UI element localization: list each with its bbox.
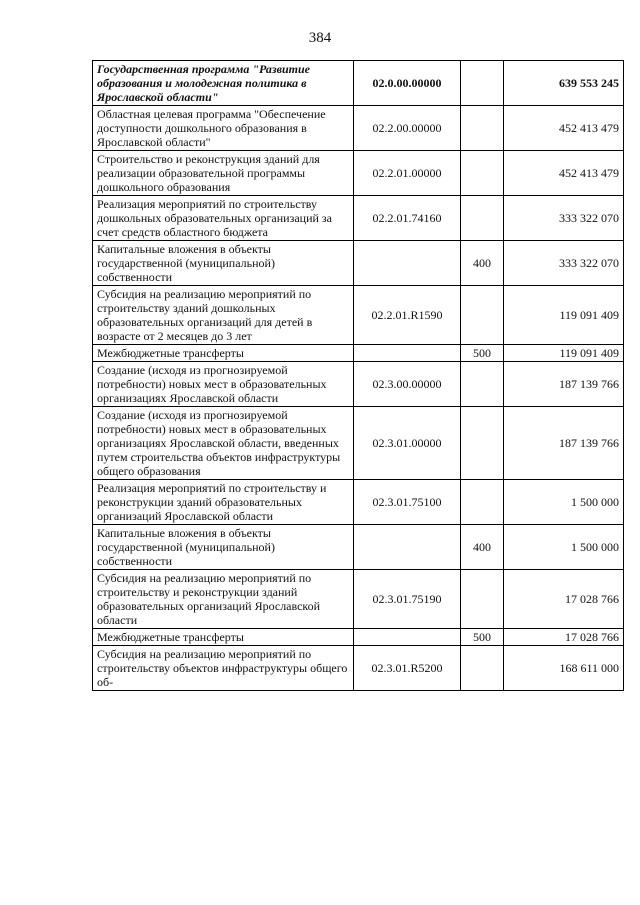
row-type-cell: 500: [461, 345, 504, 362]
row-amount-cell: 452 413 479: [504, 106, 624, 151]
row-amount-cell: 168 611 000: [504, 646, 624, 691]
row-type-cell: [461, 286, 504, 345]
table-row: [93, 241, 624, 286]
row-type-cell: [461, 151, 504, 196]
page-number: 384: [308, 30, 332, 46]
row-code-cell: 02.2.01.00000: [354, 151, 461, 196]
row-type-cell: [461, 196, 504, 241]
row-name-cell: Субсидия на реализацию мероприятий по строительству объектов инфраструктуры общего об-: [93, 646, 354, 691]
row-name-cell: Реализация мероприятий по строительству дошкольных образовательных организаций за счет средств областного бюджета: [93, 196, 354, 241]
table-row: [93, 525, 624, 570]
row-code-cell: 02.3.01.75190: [354, 570, 461, 629]
row-amount-cell: 187 139 766: [504, 407, 624, 480]
row-amount-cell: 452 413 479: [504, 151, 624, 196]
row-type-cell: 500: [461, 629, 504, 646]
row-code-cell: 02.3.01.00000: [354, 407, 461, 480]
row-name-cell: Областная целевая программа "Обеспечение доступности дошкольного образования в Ярославской области": [93, 106, 354, 151]
table-row: [93, 106, 624, 151]
row-code-cell: 02.0.00.00000: [354, 61, 461, 106]
row-type-cell: [461, 570, 504, 629]
table-row: [93, 407, 624, 480]
row-name-cell: Субсидия на реализацию мероприятий по строительству зданий дошкольных образовательных организаций для детей в возрасте от 2 месяцев до 3 лет: [93, 286, 354, 345]
row-type-cell: [461, 362, 504, 407]
row-amount-cell: 17 028 766: [504, 570, 624, 629]
table-row: [93, 196, 624, 241]
row-code-cell: 02.3.01.R5200: [354, 646, 461, 691]
budget-table: [92, 60, 624, 691]
row-amount-cell: 17 028 766: [504, 629, 624, 646]
row-amount-cell: 119 091 409: [504, 345, 624, 362]
row-type-cell: 400: [461, 525, 504, 570]
row-amount-cell: 1 500 000: [504, 480, 624, 525]
row-code-cell: [354, 345, 461, 362]
row-name-cell: Создание (исходя из прогнозируемой потребности) новых мест в образовательных организациях Ярославской области: [93, 362, 354, 407]
row-code-cell: 02.2.01.74160: [354, 196, 461, 241]
row-name-cell: Государственная программа "Развитие образования и молодежная политика в Ярославской области": [93, 61, 354, 106]
row-type-cell: [461, 480, 504, 525]
row-code-cell: 02.3.01.75100: [354, 480, 461, 525]
row-type-cell: [461, 61, 504, 106]
table-row: [93, 570, 624, 629]
table-row: [93, 629, 624, 646]
row-name-cell: Межбюджетные трансферты: [93, 629, 354, 646]
table-row: [93, 151, 624, 196]
table-row: [93, 646, 624, 691]
row-type-cell: 400: [461, 241, 504, 286]
row-amount-cell: 1 500 000: [504, 525, 624, 570]
table-row: [93, 61, 624, 106]
row-name-cell: Межбюджетные трансферты: [93, 345, 354, 362]
row-name-cell: Строительство и реконструкция зданий для реализации образовательной программы дошкольного образования: [93, 151, 354, 196]
row-amount-cell: 333 322 070: [504, 241, 624, 286]
table-row: [93, 286, 624, 345]
table-row: [93, 345, 624, 362]
row-code-cell: 02.2.01.R1590: [354, 286, 461, 345]
table-row: [93, 362, 624, 407]
row-code-cell: 02.2.00.00000: [354, 106, 461, 151]
row-name-cell: Создание (исходя из прогнозируемой потребности) новых мест в образовательных организациях Ярославской области, введенных путем строительства объектов инфраструктуры общего образования: [93, 407, 354, 480]
row-amount-cell: 639 553 245: [504, 61, 624, 106]
row-type-cell: [461, 106, 504, 151]
row-name-cell: Капитальные вложения в объекты государственной (муниципальной) собственности: [93, 241, 354, 286]
row-type-cell: [461, 407, 504, 480]
budget-table-body: [93, 61, 624, 691]
row-name-cell: Капитальные вложения в объекты государственной (муниципальной) собственности: [93, 525, 354, 570]
row-name-cell: Субсидия на реализацию мероприятий по строительству и реконструкции зданий образовательных организаций Ярославской области: [93, 570, 354, 629]
table-row: [93, 480, 624, 525]
row-code-cell: [354, 525, 461, 570]
row-name-cell: Реализация мероприятий по строительству и реконструкции зданий образовательных организаций Ярославской области: [93, 480, 354, 525]
row-code-cell: [354, 241, 461, 286]
row-amount-cell: 187 139 766: [504, 362, 624, 407]
row-amount-cell: 333 322 070: [504, 196, 624, 241]
row-amount-cell: 119 091 409: [504, 286, 624, 345]
row-type-cell: [461, 646, 504, 691]
row-code-cell: 02.3.00.00000: [354, 362, 461, 407]
row-code-cell: [354, 629, 461, 646]
